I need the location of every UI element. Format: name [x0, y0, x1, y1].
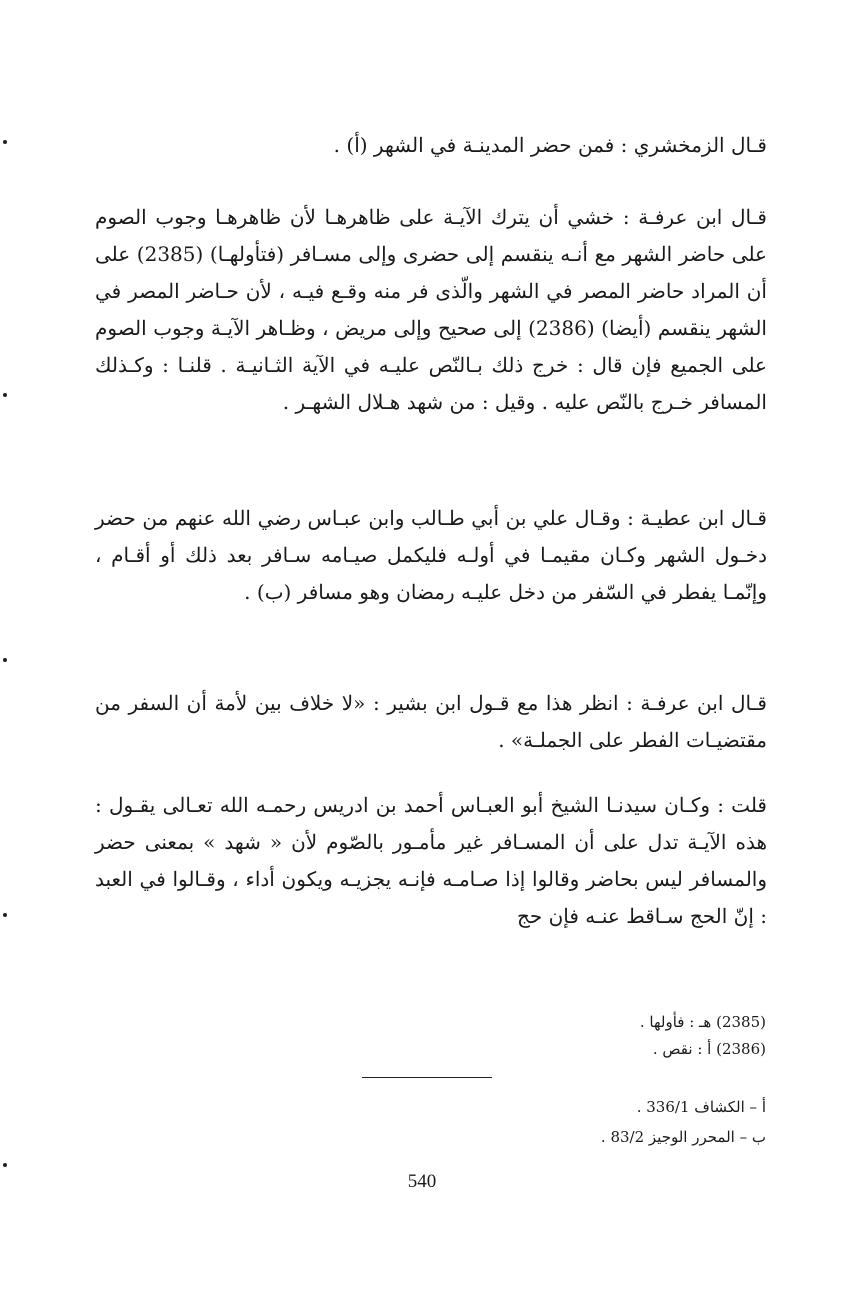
margin-mark: [3, 1163, 7, 1167]
footnote-lettered-b: ب – المحرر الوجيز 83/2 .: [600, 1128, 766, 1146]
page-number: 540: [407, 1171, 437, 1192]
paragraph-qultu: قلت : وكـان سيدنـا الشيخ أبو العبـاس أحمد بن ادريس رحمـه الله تعـالى يقـول : هذه الآيـة تدل على أن المسـافر غير مأمـور بالصّوم لأن « شهد » بمعنى حضر والمسافر ليس بحاضر وقالوا إذا صـامـه فإنـه يجزيـه ويكون أداء ، وقـالوا في العبد : إنّ الحج سـاقط عنـه فإن حج: [95, 793, 767, 928]
paragraph-ibn-atiyya: قـال ابن عطيـة : وقـال علي بن أبي طـالب وابن عبـاس رضي الله عنهم من حضر دخـول الشهر وكـان مقيمـا في أولـه فليكمل صيـامه سـافر بعد ذلك أو أقـام ، وإنّمـا يفطر في السّفر من دخل عليـه رمضان وهو مسافر (ب) .: [95, 506, 767, 604]
margin-mark: [3, 913, 7, 917]
margin-mark: [3, 140, 7, 144]
margin-mark: [3, 658, 7, 662]
paragraph-zamakhshari: قـال الزمخشري : فمن حضر المدينـة في الشهر (أ) .: [333, 133, 767, 157]
footnote-lettered-a: أ – الكشاف 336/1 .: [636, 1098, 766, 1116]
margin-mark: [3, 393, 7, 397]
footnote-divider: [362, 1077, 492, 1078]
footnote-numbered-2386: (2386) أ : نقص .: [652, 1040, 766, 1058]
paragraph-ibn-arafa-2: قـال ابن عرفـة : انظر هذا مع قـول ابن بشير : «لا خلاف بين لأمة أن السفر من مقتضيـات الفطر على الجملـة» .: [95, 691, 767, 752]
footnote-numbered-2385: (2385) هـ : فأولها .: [639, 1013, 766, 1031]
paragraph-ibn-arafa-1: قـال ابن عرفـة : خشي أن يترك الآيـة على ظاهرهـا لأن ظاهرهـا وجوب الصوم على حاضر الشهر مع أنـه ينقسم إلى حضرى وإلى مسـافر (فتأولهـا) (2385) على أن المراد حاضر المصر في الشهر والّذى فر منه وقـع فيـه ، لأن حـاضر المصر في الشهر ينقسم (أيضا) (2386) إلى صحيح وإلى مريض ، وظـاهر الآيـة وجوب الصوم على الجميع فإن قال : خرج ذلك بـالنّص عليـه في الآية الثـانيـة . قلنـا : وكـذلك المسافر خـرج بالنّص عليه . وقيل : من شهد هـلال الشهـر .: [95, 205, 767, 414]
